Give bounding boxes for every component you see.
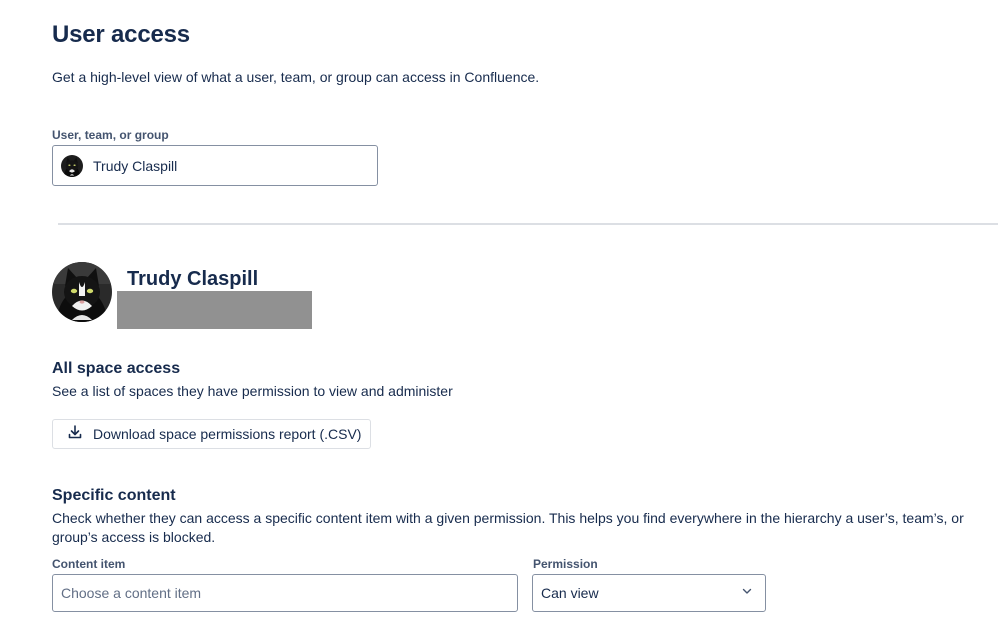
- permission-label: Permission: [533, 557, 598, 571]
- permission-selected-value: Can view: [541, 585, 599, 601]
- page-title: User access: [52, 21, 190, 48]
- specific-content-description-line2: group’s access is blocked.: [52, 529, 216, 545]
- download-report-button[interactable]: [52, 419, 371, 449]
- specific-content-title: Specific content: [52, 487, 176, 504]
- profile-name: Trudy Claspill: [127, 268, 259, 290]
- redacted-block: [117, 291, 312, 329]
- profile-avatar: [52, 262, 112, 322]
- download-icon: [67, 424, 83, 445]
- chevron-down-icon: [741, 584, 753, 602]
- cat-avatar-icon: [52, 262, 112, 322]
- user-picker-input[interactable]: [52, 145, 378, 186]
- section-divider: [58, 223, 998, 225]
- cat-avatar-icon: [61, 155, 83, 177]
- user-picker-label: User, team, or group: [52, 128, 169, 142]
- selected-user-name: Trudy Claspill: [93, 157, 178, 174]
- space-access-description: See a list of spaces they have permission to view and administer: [52, 383, 453, 399]
- space-access-title: All space access: [52, 360, 181, 377]
- specific-content-description-line1: Check whether they can access a specific content item with a given permission. This helps you find everywhere in the hierarchy a user’s, team’s, or: [52, 510, 964, 526]
- download-report-label: Download space permissions report (.CSV): [93, 426, 362, 442]
- content-item-input[interactable]: [52, 574, 518, 612]
- page-subtitle: Get a high-level view of what a user, team, or group can access in Confluence.: [52, 69, 540, 85]
- permission-select[interactable]: [532, 574, 766, 612]
- content-item-label: Content item: [52, 557, 126, 571]
